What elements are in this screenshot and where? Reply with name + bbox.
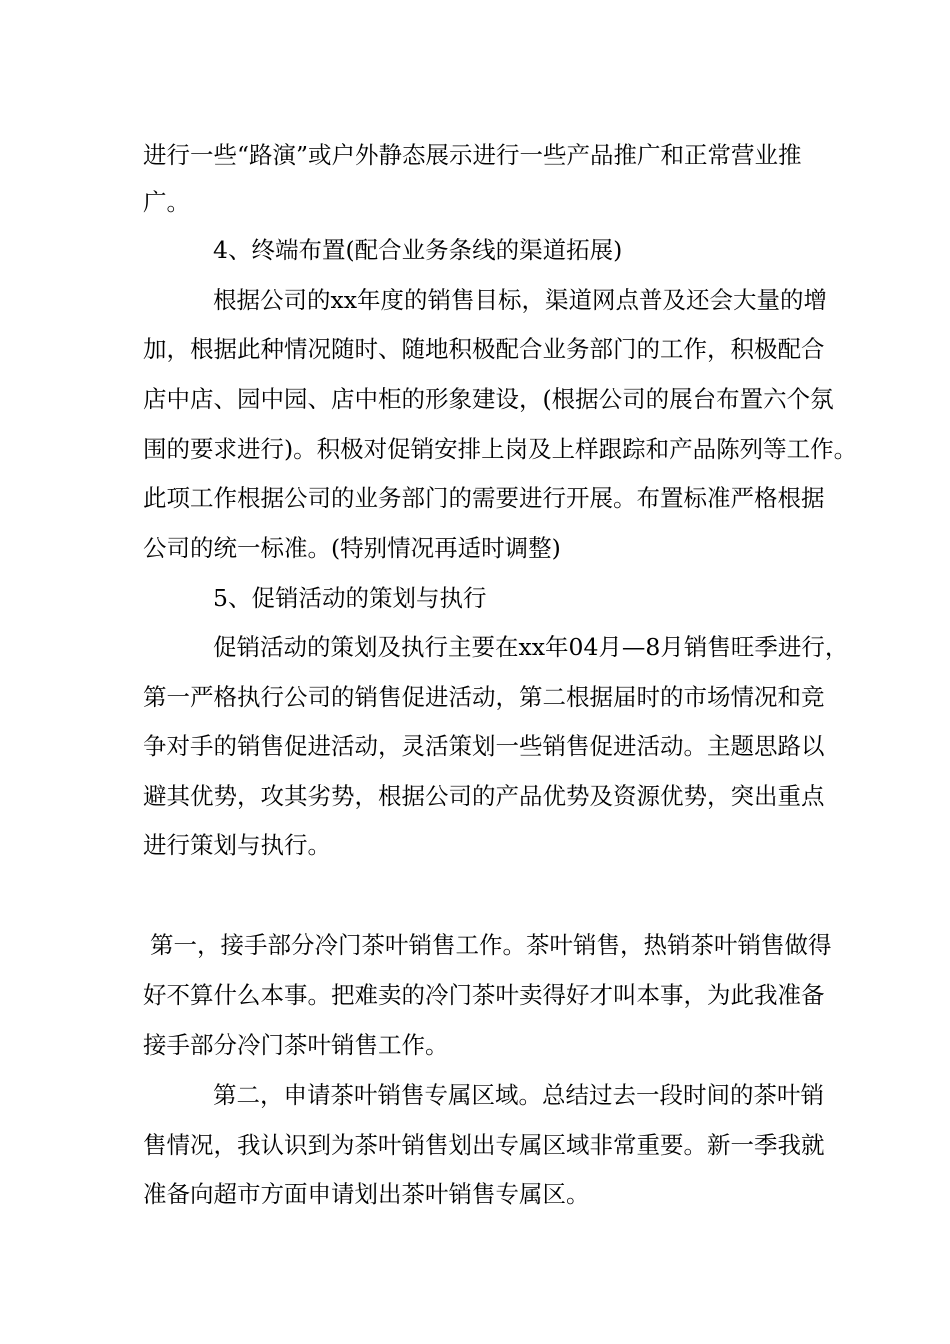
body-text-line: 第一，接手部分冷门茶叶销售工作。茶叶销售，热销茶叶销售做得 (150, 931, 832, 959)
body-text-line: 进行一些“路演”或户外静态展示进行一些产品推广和正常营业推 (143, 141, 802, 169)
body-text-line: 店中店、园中园、店中柜的形象建设，(根据公司的展台布置六个氛 (143, 385, 834, 413)
body-text-line: 根据公司的xx年度的销售目标，渠道网点普及还会大量的增 (213, 286, 828, 314)
body-text-line: 公司的统一标准。(特别情况再适时调整) (143, 534, 561, 562)
body-text-line: 争对手的销售促进活动，灵活策划一些销售促进活动。主题思路以 (143, 732, 825, 760)
body-text-line: 加，根据此种情况随时、随地积极配合业务部门的工作，积极配合 (143, 335, 825, 363)
body-text-line: 广。 (143, 188, 190, 216)
body-text-line: 避其优势，攻其劣势，根据公司的产品优势及资源优势，突出重点 (143, 782, 825, 810)
body-text-line: 准备向超市方面申请划出茶叶销售专属区。 (143, 1180, 590, 1208)
body-text-line: 第二，申请茶叶销售专属区域。总结过去一段时间的茶叶销 (213, 1081, 824, 1109)
body-text-line: 促销活动的策划及执行主要在xx年04月—8月销售旺季进行， (213, 633, 849, 661)
body-text-line: 进行策划与执行。 (143, 831, 331, 859)
body-text-line: 售情况，我认识到为茶叶销售划出专属区域非常重要。新一季我就 (143, 1131, 825, 1159)
body-text-line: 此项工作根据公司的业务部门的需要进行开展。布置标准严格根据 (143, 484, 825, 512)
body-text-line: 接手部分冷门茶叶销售工作。 (143, 1031, 449, 1059)
body-text-line: 好不算什么本事。把难卖的冷门茶叶卖得好才叫本事，为此我准备 (143, 981, 825, 1009)
body-text-line: 第一严格执行公司的销售促进活动，第二根据届时的市场情况和竞 (143, 683, 825, 711)
section-heading: 5、促销活动的策划与执行 (213, 584, 487, 612)
body-text-line: 围的要求进行)。积极对促销安排上岗及上样跟踪和产品陈列等工作。 (143, 435, 858, 463)
section-heading: 4、终端布置(配合业务条线的渠道拓展) (213, 236, 623, 264)
